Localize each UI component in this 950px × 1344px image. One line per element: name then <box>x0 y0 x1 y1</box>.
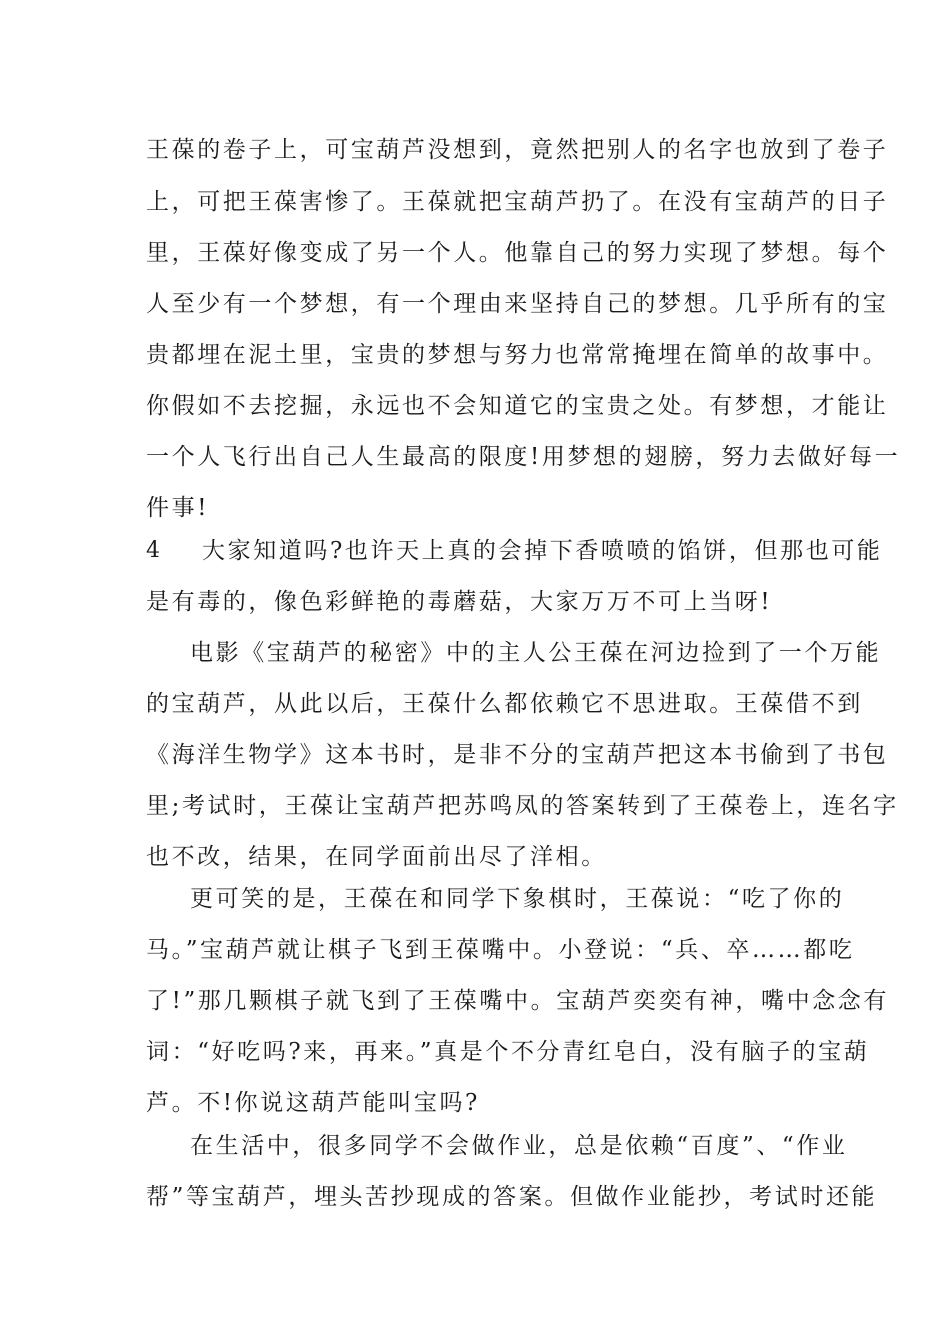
text-line: 王葆的卷子上，可宝葫芦没想到，竟然把别人的名字也放到了卷子 <box>146 137 889 163</box>
text-line: 人至少有一个梦想，有一个理由来坚持自己的梦想。几乎所有的宝 <box>146 291 889 317</box>
text-line: 大家知道吗?也许天上真的会掉下香喷喷的馅饼，但那也可能 <box>202 538 883 564</box>
text-line: 电影《宝葫芦的秘密》中的主人公王葆在河边捡到了一个万能 <box>190 640 882 666</box>
text-line: 了!”那几颗棋子就飞到了王葆嘴中。宝葫芦奕奕有神，嘴中念念有 <box>146 988 890 1014</box>
text-line: 更可笑的是，王葆在和同学下象棋时，王葆说：“吃了你的 <box>190 886 845 912</box>
text-line: 件事! <box>146 495 210 521</box>
text-line: 里，王葆好像变成了另一个人。他靠自己的努力实现了梦想。每个 <box>146 240 889 266</box>
text-line: 的宝葫芦，从此以后，王葆什么都依赖它不思进取。王葆借不到 <box>146 691 863 717</box>
item-number: 4 <box>146 538 160 563</box>
text-line: 也不改，结果，在同学面前出尽了洋相。 <box>146 844 607 870</box>
text-line: 马。”宝葫芦就让棋子飞到王葆嘴中。小登说：“兵、卒……都吃 <box>146 937 855 963</box>
text-line: 《海洋生物学》这本书时，是非不分的宝葫芦把这本书偷到了书包 <box>146 742 889 768</box>
text-line: 上，可把王葆害惨了。王葆就把宝葫芦扔了。在没有宝葫芦的日子 <box>146 189 889 215</box>
text-line: 贵都埋在泥土里，宝贵的梦想与努力也常常掩埋在简单的故事中。 <box>146 342 889 368</box>
text-line: 里;考试时，王葆让宝葫芦把苏鸣凤的答案转到了王葆卷上，连名字 <box>146 793 899 819</box>
text-line: 你假如不去挖掘，永远也不会知道它的宝贵之处。有梦想，才能让 <box>146 393 889 419</box>
text-line: 是有毒的，像色彩鲜艳的毒蘑菇，大家万万不可上当呀! <box>146 589 773 615</box>
text-line: 一个人飞行出自己人生最高的限度!用梦想的翅膀，努力去做好每一 <box>146 444 901 470</box>
text-line: 帮”等宝葫芦，埋头苦抄现成的答案。但做作业能抄，考试时还能 <box>146 1184 878 1210</box>
text-line: 在生活中，很多同学不会做作业，总是依赖“百度”、“作业 <box>190 1133 848 1159</box>
text-line: 芦。不!你说这葫芦能叫宝吗? <box>146 1090 480 1116</box>
text-line: 词：“好吃吗?来，再来。”真是个不分青红皂白，没有脑子的宝葫 <box>146 1039 870 1065</box>
